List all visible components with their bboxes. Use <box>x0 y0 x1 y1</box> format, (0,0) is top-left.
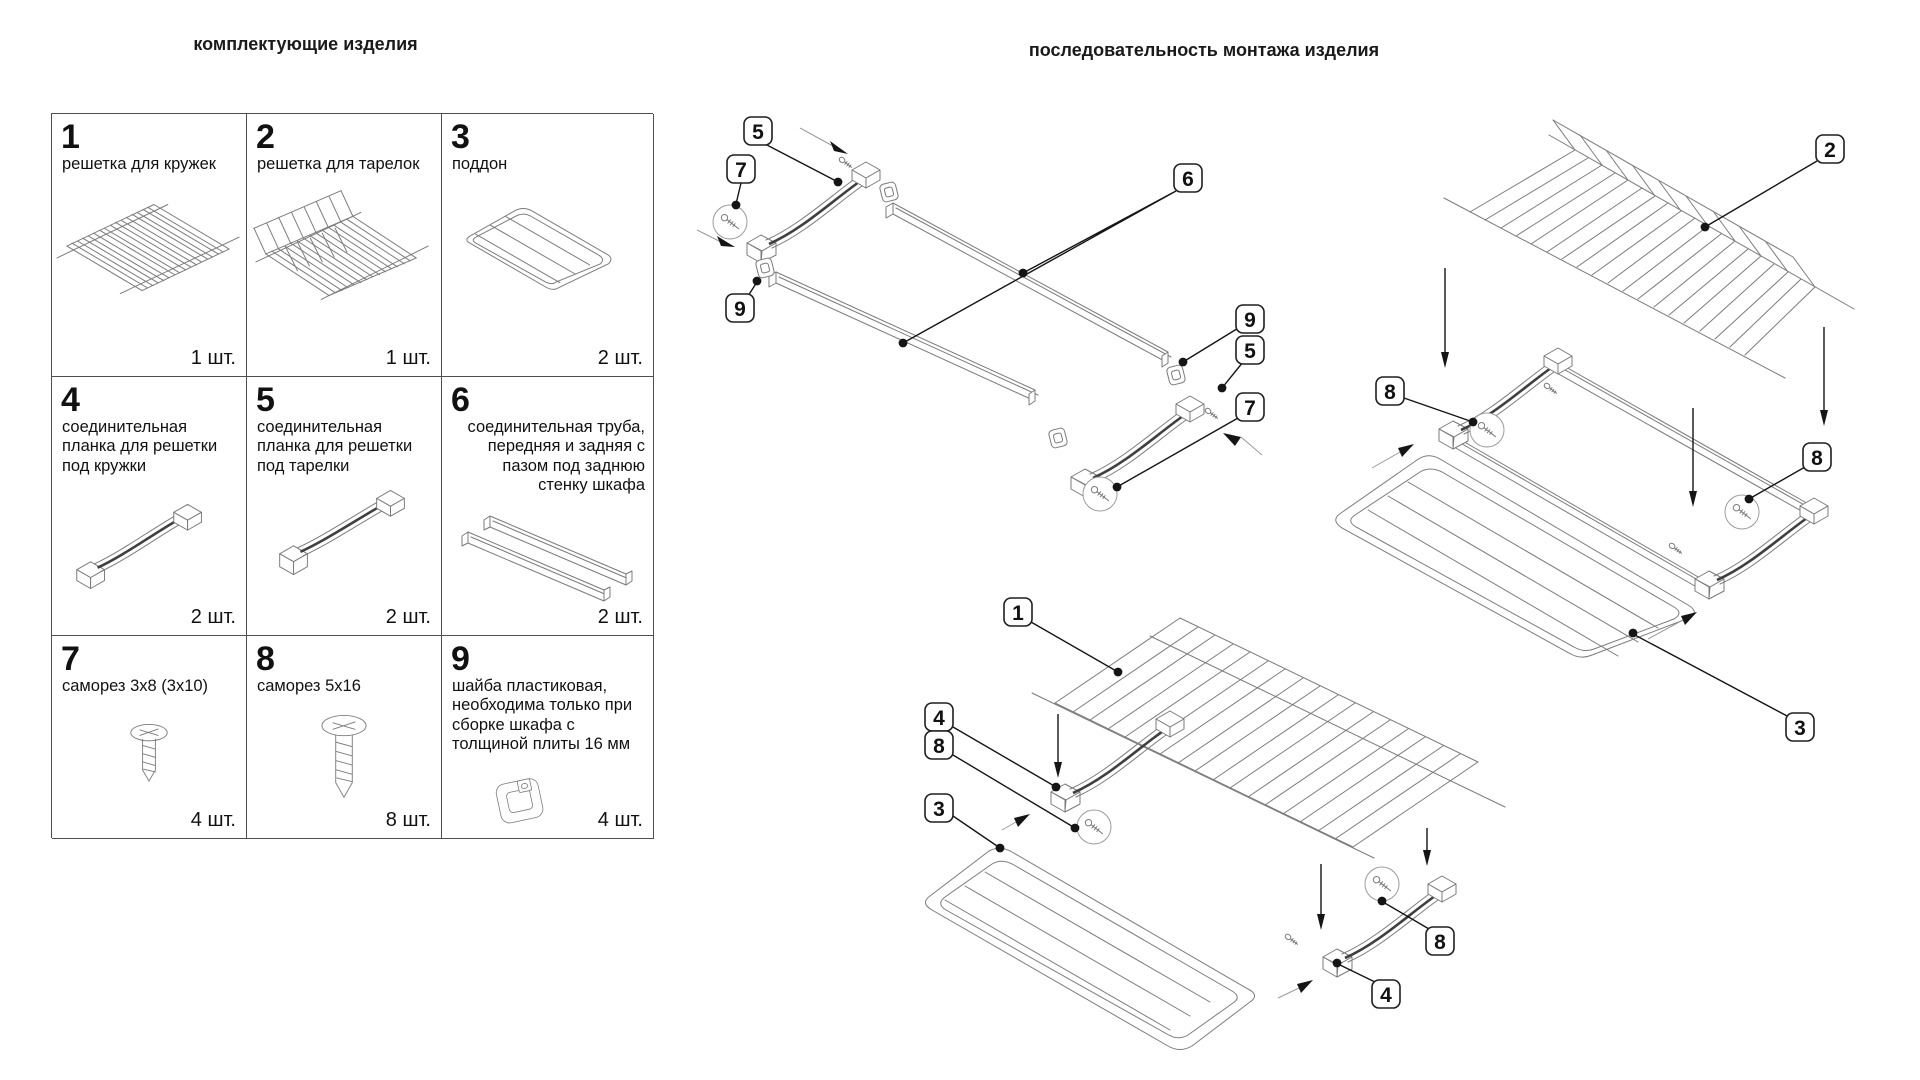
part-name: поддон <box>452 155 508 173</box>
callout-8 <box>1803 443 1831 471</box>
plate-rack-icon <box>250 176 438 328</box>
washer-drawing <box>755 257 775 278</box>
screw-magnifier <box>1725 495 1759 529</box>
svg-text:8: 8 <box>933 735 945 758</box>
callout-6 <box>1174 164 1202 192</box>
part-qty: 2 шт. <box>385 606 431 628</box>
assembly-diagrams <box>660 60 1920 1080</box>
callout-4 <box>1372 980 1400 1008</box>
part-name: шайба пластиковая, необходима только при сборке шкафа с толщиной плиты 16 мм <box>452 677 633 754</box>
washer-drawing <box>1048 427 1068 448</box>
diagram-plate-rack-assembly <box>1336 120 1854 657</box>
part-cell-8 <box>247 636 442 839</box>
svg-text:4: 4 <box>1380 984 1392 1007</box>
callout-5 <box>744 117 772 145</box>
callout-9 <box>726 294 754 322</box>
svg-text:8: 8 <box>1384 381 1396 404</box>
bracket-drawing <box>1695 498 1828 599</box>
mug-rack-icon <box>55 176 243 328</box>
screw-magnifier <box>1470 413 1504 447</box>
diagram-mug-rack-assembly <box>925 618 1505 1050</box>
screw-drawing <box>1668 542 1683 555</box>
part-cell-3 <box>442 114 654 377</box>
tray-drawing <box>1336 456 1695 657</box>
part-number: 2 <box>256 118 274 156</box>
part-number: 9 <box>451 640 469 678</box>
callout-leaders <box>732 144 1817 983</box>
components-title: комплектующие изделия <box>193 34 418 54</box>
part-number: 7 <box>61 640 79 678</box>
callout-8 <box>1376 377 1404 405</box>
part-qty: 1 шт. <box>385 347 431 369</box>
washer-drawing <box>1166 364 1186 385</box>
direction-arrows <box>697 128 1828 998</box>
assembly-title: последовательность монтажа изделия <box>1028 40 1380 60</box>
part-cell-6 <box>442 377 654 636</box>
callout-7 <box>727 155 755 183</box>
part-number: 6 <box>451 381 469 419</box>
tray-drawing <box>925 848 1254 1049</box>
svg-text:2: 2 <box>1824 139 1836 162</box>
connecting-tubes-icon <box>448 498 648 602</box>
part-number: 8 <box>256 640 274 678</box>
svg-text:1: 1 <box>1012 602 1024 625</box>
plate-rack-drawing <box>1444 120 1854 378</box>
svg-text:3: 3 <box>933 798 945 821</box>
leader-dots <box>732 178 1754 968</box>
part-qty: 4 шт. <box>597 809 643 831</box>
part-cell-5 <box>247 377 442 636</box>
svg-text:8: 8 <box>1811 447 1823 470</box>
part-cell-4 <box>52 377 247 636</box>
callout-4 <box>925 703 953 731</box>
part-qty: 2 шт. <box>597 347 643 369</box>
svg-text:7: 7 <box>735 159 747 182</box>
part-cell-1 <box>52 114 247 377</box>
connecting-bracket-icon <box>250 478 438 588</box>
callout-3 <box>925 794 953 822</box>
drip-tray-icon <box>454 176 642 326</box>
part-cell-7 <box>52 636 247 839</box>
bracket-drawing <box>1051 711 1184 812</box>
part-number: 1 <box>61 118 79 156</box>
part-number: 3 <box>451 118 469 156</box>
part-qty: 1 шт. <box>190 347 236 369</box>
part-name: соединительная труба, передняя и задняя с пазом под заднюю стенку шкафа <box>467 418 645 495</box>
part-name: соединительная планка для решетки под кружки <box>62 418 218 475</box>
svg-text:9: 9 <box>734 298 746 321</box>
svg-text:5: 5 <box>752 121 764 144</box>
screw-drawing <box>838 156 853 169</box>
part-number: 4 <box>61 381 79 419</box>
part-qty: 2 шт. <box>190 606 236 628</box>
screw-magnifier <box>1077 810 1111 844</box>
callout-3 <box>1786 713 1814 741</box>
screw-small-icon <box>55 698 243 802</box>
part-name: саморез 5x16 <box>257 677 361 695</box>
svg-text:3: 3 <box>1794 717 1806 740</box>
screw-magnifier <box>713 205 747 239</box>
screw-drawing <box>1284 933 1299 946</box>
callout-7 <box>1236 393 1264 421</box>
screw-magnifier <box>1365 867 1399 901</box>
svg-text:5: 5 <box>1244 340 1256 363</box>
callout-1 <box>1004 598 1032 626</box>
part-qty: 8 шт. <box>385 809 431 831</box>
part-name: соединительная планка для решетки под тарелки <box>257 418 413 475</box>
parts-table <box>51 113 653 838</box>
svg-text:7: 7 <box>1244 397 1256 420</box>
connecting-bracket-icon <box>55 478 243 606</box>
part-name: решетка для кружек <box>62 155 216 173</box>
bracket-drawing <box>1439 348 1572 449</box>
callout-9 <box>1236 305 1264 333</box>
plastic-washer-icon <box>458 757 608 839</box>
screw-magnifier <box>1083 477 1117 511</box>
callout-2 <box>1816 135 1844 163</box>
tube-drawing <box>1454 436 1703 589</box>
part-qty: 2 шт. <box>597 606 643 628</box>
bracket-drawing <box>747 162 880 263</box>
svg-text:6: 6 <box>1182 168 1194 191</box>
svg-text:8: 8 <box>1434 931 1446 954</box>
washer-drawing <box>879 181 899 202</box>
part-number: 5 <box>256 381 274 419</box>
part-name: саморез 3x8 (3x10) <box>62 677 209 695</box>
callout-5 <box>1236 336 1264 364</box>
part-qty: 4 шт. <box>190 809 236 831</box>
callout-8 <box>1426 927 1454 955</box>
svg-text:4: 4 <box>933 707 945 730</box>
svg-text:9: 9 <box>1244 309 1256 332</box>
rear-tube-drawing <box>893 203 1171 363</box>
screw-large-icon <box>250 698 438 812</box>
part-cell-9 <box>442 636 654 839</box>
callout-8 <box>925 731 953 759</box>
screw-drawing <box>1204 407 1219 420</box>
part-name: решетка для тарелок <box>257 155 420 173</box>
front-tube-drawing <box>776 272 1038 401</box>
screw-drawing <box>1543 382 1558 395</box>
part-cell-2 <box>247 114 442 377</box>
tube-drawing <box>1548 357 1815 517</box>
